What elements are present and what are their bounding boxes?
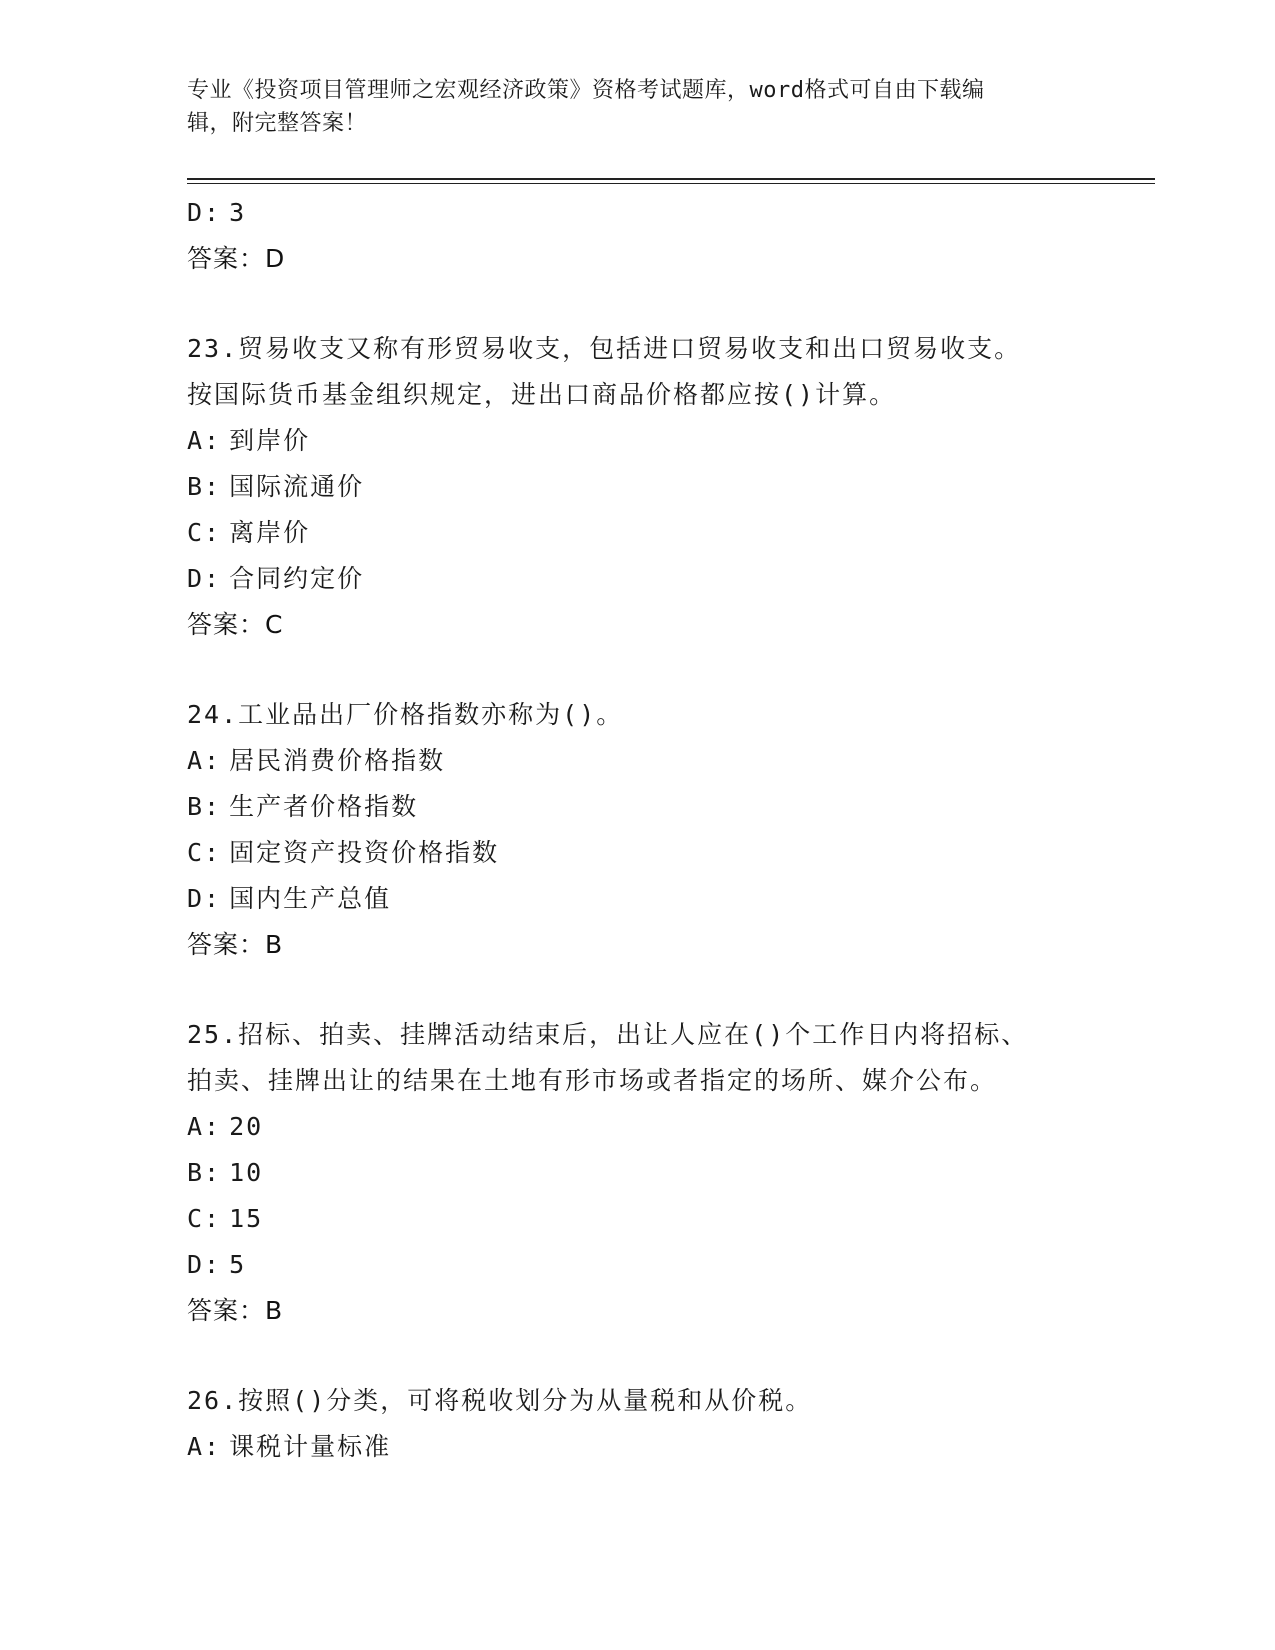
option-text: 国内生产总值 — [229, 884, 392, 913]
option-key: A: — [187, 746, 222, 775]
option-text: 到岸价 — [229, 426, 311, 455]
option-line — [187, 190, 1087, 236]
question-block-24 — [187, 692, 1087, 968]
spacer — [187, 1334, 1087, 1378]
question-block-23 — [187, 326, 1087, 648]
answer-line: 答案：B — [187, 1296, 284, 1325]
option-text: 合同约定价 — [229, 564, 365, 593]
option-key: B: — [187, 1158, 222, 1187]
option-key: D: — [187, 564, 222, 593]
question-stem-line: 26.按照()分类，可将税收划分为从量税和从价税。 — [187, 1386, 813, 1415]
option-text: 10 — [229, 1158, 264, 1187]
question-stem-line: 25.招标、拍卖、挂牌活动结束后，出让人应在()个工作日内将招标、 — [187, 1020, 1029, 1049]
option-key: A: — [187, 426, 222, 455]
question-stem-line: 23.贸易收支又称有形贸易收支，包括进口贸易收支和出口贸易收支。 — [187, 334, 1022, 363]
header-divider-thin — [187, 183, 1155, 184]
option-key: C: — [187, 518, 222, 547]
answer-line: 答案：C — [187, 610, 284, 639]
option-text: 课税计量标准 — [229, 1432, 392, 1461]
option-text: 生产者价格指数 — [229, 792, 419, 821]
option-text: 3 — [229, 198, 247, 227]
option-text: 固定资产投资价格指数 — [229, 838, 500, 867]
option-line — [187, 830, 1087, 876]
option-key: D: — [187, 1250, 222, 1279]
question-stem-line: 按国际货币基金组织规定，进出口商品价格都应按()计算。 — [187, 380, 897, 409]
option-line — [187, 556, 1087, 602]
option-text: 5 — [229, 1250, 247, 1279]
option-key: A: — [187, 1432, 222, 1461]
header-divider-thick — [187, 178, 1155, 180]
option-text: 离岸价 — [229, 518, 311, 547]
spacer — [187, 282, 1087, 326]
option-key: D: — [187, 884, 222, 913]
option-key: A: — [187, 1112, 222, 1141]
spacer — [187, 648, 1087, 692]
option-text: 15 — [229, 1204, 264, 1233]
option-key: D: — [187, 198, 222, 227]
question-block-25 — [187, 1012, 1087, 1334]
spacer — [187, 968, 1087, 1012]
option-text: 居民消费价格指数 — [229, 746, 446, 775]
option-line — [187, 784, 1087, 830]
answer-line: 答案：D — [187, 244, 286, 273]
option-line — [187, 510, 1087, 556]
option-text: 20 — [229, 1112, 264, 1141]
option-key: B: — [187, 792, 222, 821]
option-line — [187, 1104, 1087, 1150]
option-line — [187, 1242, 1087, 1288]
question-block-26 — [187, 1378, 1087, 1470]
answer-line: 答案：B — [187, 930, 284, 959]
option-line — [187, 876, 1087, 922]
option-line — [187, 418, 1087, 464]
option-key: C: — [187, 1204, 222, 1233]
option-line — [187, 738, 1087, 784]
header-line-1: 专业《投资项目管理师之宏观经济政策》资格考试题库，word格式可自由下载编 — [187, 78, 985, 103]
option-line — [187, 1196, 1087, 1242]
header-line-2: 辑，附完整答案！ — [187, 111, 368, 136]
option-text: 国际流通价 — [229, 472, 365, 501]
question-list — [187, 190, 1087, 1470]
option-line — [187, 464, 1087, 510]
option-line — [187, 1150, 1087, 1196]
option-key: B: — [187, 472, 222, 501]
question-stem-line: 拍卖、挂牌出让的结果在土地有形市场或者指定的场所、媒介公布。 — [187, 1066, 998, 1095]
question-stem-line: 24.工业品出厂价格指数亦称为()。 — [187, 700, 624, 729]
option-line — [187, 1424, 1087, 1470]
document-header — [187, 74, 1067, 140]
option-key: C: — [187, 838, 222, 867]
